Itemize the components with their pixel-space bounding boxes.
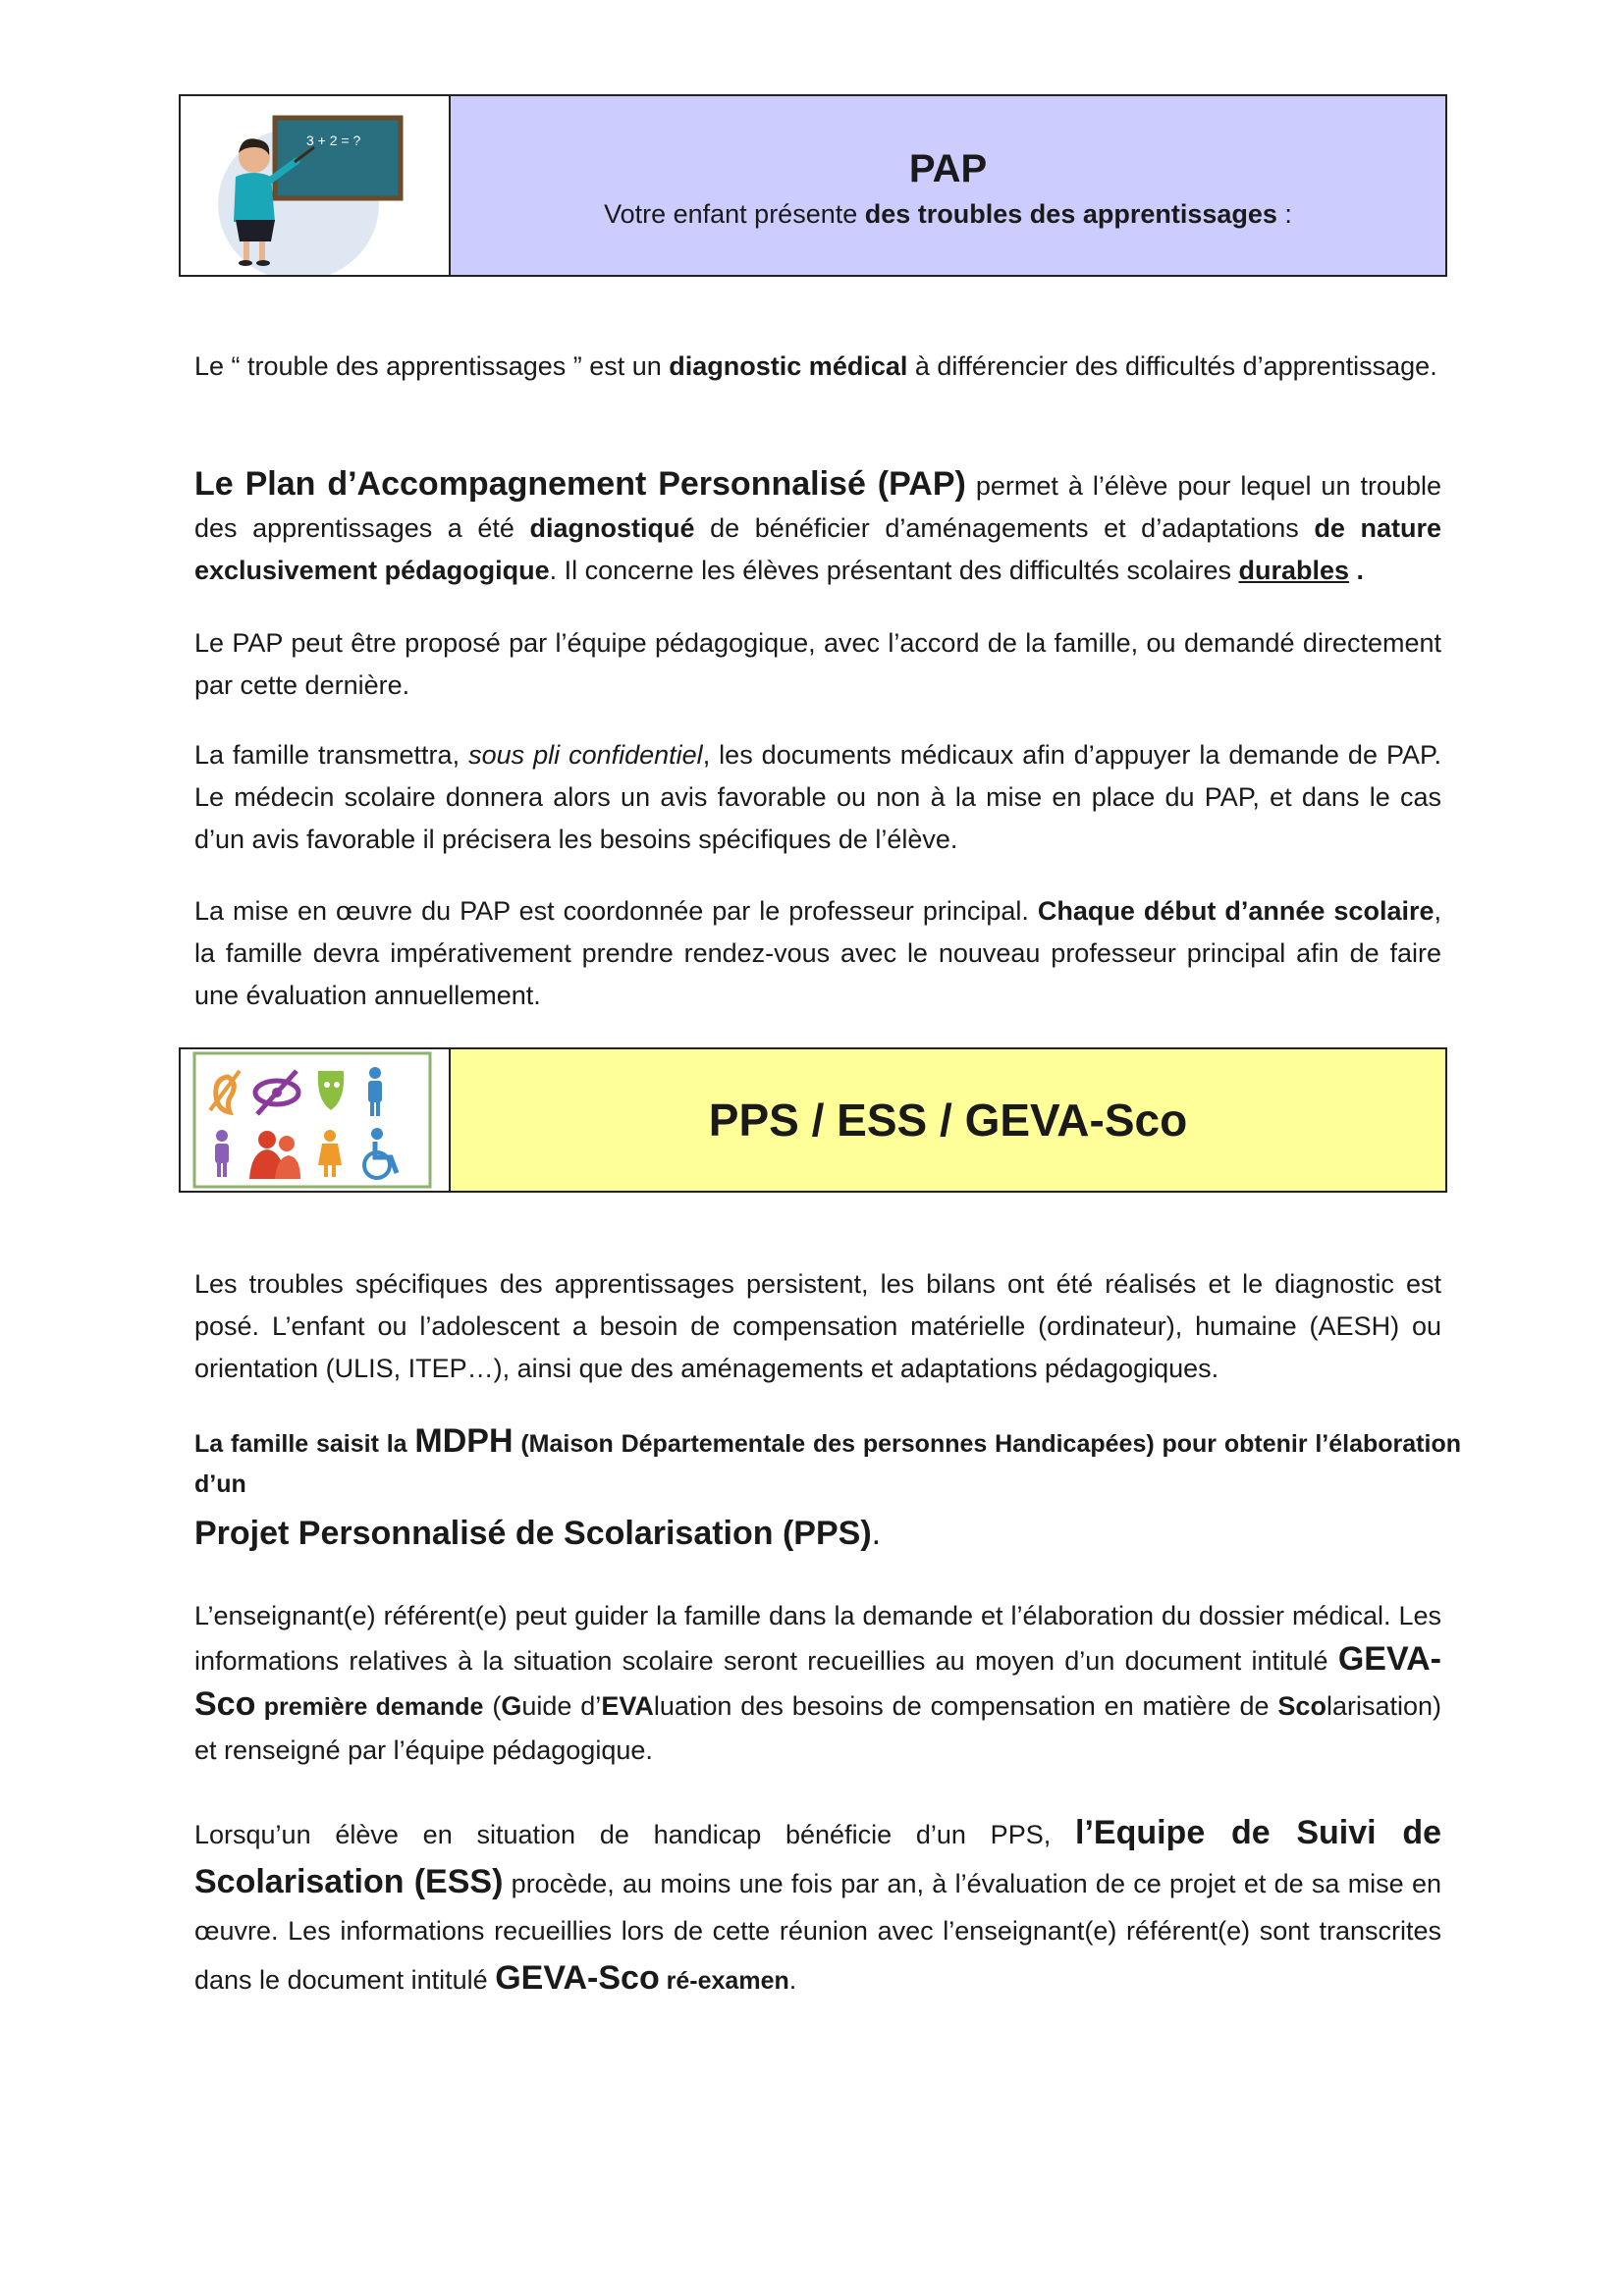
p2-text-1: permet à l’élève pour lequel un trouble des apprentissages a été [194,471,1442,543]
pap-subtitle-text: Votre enfant présente [604,199,865,229]
paragraph-trouble-definition [194,346,1441,388]
disability-pictograms [181,1049,451,1191]
teacher-illustration [181,96,451,275]
p10-geva-sco: GEVA-Sco [495,1959,660,1997]
paragraph-pap-proposal [194,622,1441,707]
p2-heading: Le Plan d’Accompagnement Personnalisé (PAP) [194,465,966,503]
p7-mdph: MDPH [414,1422,514,1460]
paragraph-family-documents [194,734,1441,861]
paragraph-geva-sco-first [194,1594,1441,1772]
pap-subtitle-bold: des troubles des apprentissages [864,199,1277,229]
p10-bold-1: ré-examen [659,1967,789,1995]
p10-text-3: . [788,1965,797,1995]
p2-bold-1: diagnostiqué [529,513,695,543]
pap-header-box [179,94,1447,277]
p10-ess-heading: l’Equipe de Suivi de Scolarisation (ESS) [194,1814,1441,1900]
p9-text-2: ( [483,1691,502,1721]
pap-subtitle [604,199,1292,230]
p9-text-1: L’enseignant(e) référent(e) peut guider la famille dans la demande et l’élaboration du dossier médical. Les informations relatives à la situation scolaire seront recueillies au moyen d’un document intitulé [194,1601,1441,1676]
blackboard-text: 3 + 2 = ? [306,133,361,148]
p4-text-1: La famille transmettra, [194,740,469,770]
p2-bold-underline: durables [1238,556,1350,585]
disability-pictograms-icon [181,1049,447,1191]
p9-bold-eva: EVA [601,1691,654,1721]
p10-text-1: Lorsqu’un élève en situation de handicap bénéficie d’un PPS, [194,1820,1075,1849]
p2-bold-2: de nature exclusivement pédagogique [194,513,1441,585]
p5-text-2: , la famille devra impérativement prendre rendez-vous avec le nouveau professeur principal afin de faire une évaluation annuellement. [194,896,1442,1010]
pap-title-cell [451,96,1445,275]
pap-subtitle-colon: : [1276,199,1292,229]
p1-text-2: à différencier des difficultés d’apprentissage. [907,351,1437,381]
p8-pps-heading: Projet Personnalisé de Scolarisation (PPS) [194,1515,872,1552]
p4-text-2: , les documents médicaux afin d’appuyer la demande de PAP. Le médecin scolaire donnera alors un avis favorable ou non à la mise en place du PAP, et dans le cas d’un avis favorable il précisera les besoins spécifiques de l’élève. [194,740,1441,854]
pap-title: PAP [908,147,988,190]
pps-header-box [179,1047,1447,1193]
paragraph-specific-troubles [194,1263,1441,1390]
p2-text-4: . [1349,556,1365,585]
p9-text-3: uide d’ [521,1691,602,1721]
p10-text-2: procède, au moins une fois par an, à l’évaluation de ce projet et de sa mise en œuvre. Les informations recueillies lors de cette réunion avec l’enseignant(e) référent(e) sont transcrites dans le document intitulé [194,1869,1441,1995]
teacher-at-blackboard-icon [181,96,447,275]
p9-text-5: larisation) et renseigné par l’équipe pédagogique. [194,1691,1441,1765]
p6-text-1: Les troubles spécifiques des apprentissages persistent, les bilans ont été réalisés et le diagnostic est posé. L’enfant ou l’adolescent a besoin de compensation matérielle (ordinateur), humaine (AESH) ou orientation (ULIS, ITEP…), ainsi que des aménagements et adaptations pédagogiques. [194,1269,1441,1383]
paragraph-pap-definition [194,463,1441,592]
p7-bold-1: La famille saisit la [194,1430,415,1458]
p9-text-4: luation des besoins de compensation en matière de [653,1691,1278,1721]
p5-text-1: La mise en œuvre du PAP est coordonnée par le professeur principal. [194,896,1038,926]
paragraph-ess [194,1809,1441,2004]
pps-title: PPS / ESS / GEVA-Sco [708,1095,1188,1146]
p1-bold-1: diagnostic médical [669,351,908,381]
p2-text-2: de bénéficier d’aménagements et d’adaptations [694,513,1315,543]
p9-bold-g: G [501,1691,522,1721]
p9-bold-sco: Sco [1277,1691,1326,1721]
paragraph-mdph [194,1421,1461,1504]
p8-period: . [871,1515,882,1552]
p9-geva-sco: GEVA-Sco [194,1640,1441,1723]
paragraph-coordination [194,890,1441,1017]
p2-text-3: . Il concerne les élèves présentant des difficultés scolaires [549,556,1239,585]
p5-bold-1: Chaque début d’année scolaire [1037,896,1435,926]
p1-text-1: Le “ trouble des apprentissages ” est un [194,351,670,381]
paragraph-pps-heading [194,1513,1441,1557]
p3-text-1: Le PAP peut être proposé par l’équipe pédagogique, avec l’accord de la famille, ou demandé directement par cette dernière. [194,628,1441,700]
p7-bold-2: (Maison Départementale des personnes Handicapées) pour obtenir l’élaboration d’un [194,1430,1461,1498]
p9-bold-1: première demande [255,1693,484,1721]
p4-italic: sous pli confidentiel [468,740,703,770]
pps-title-cell [451,1049,1445,1191]
